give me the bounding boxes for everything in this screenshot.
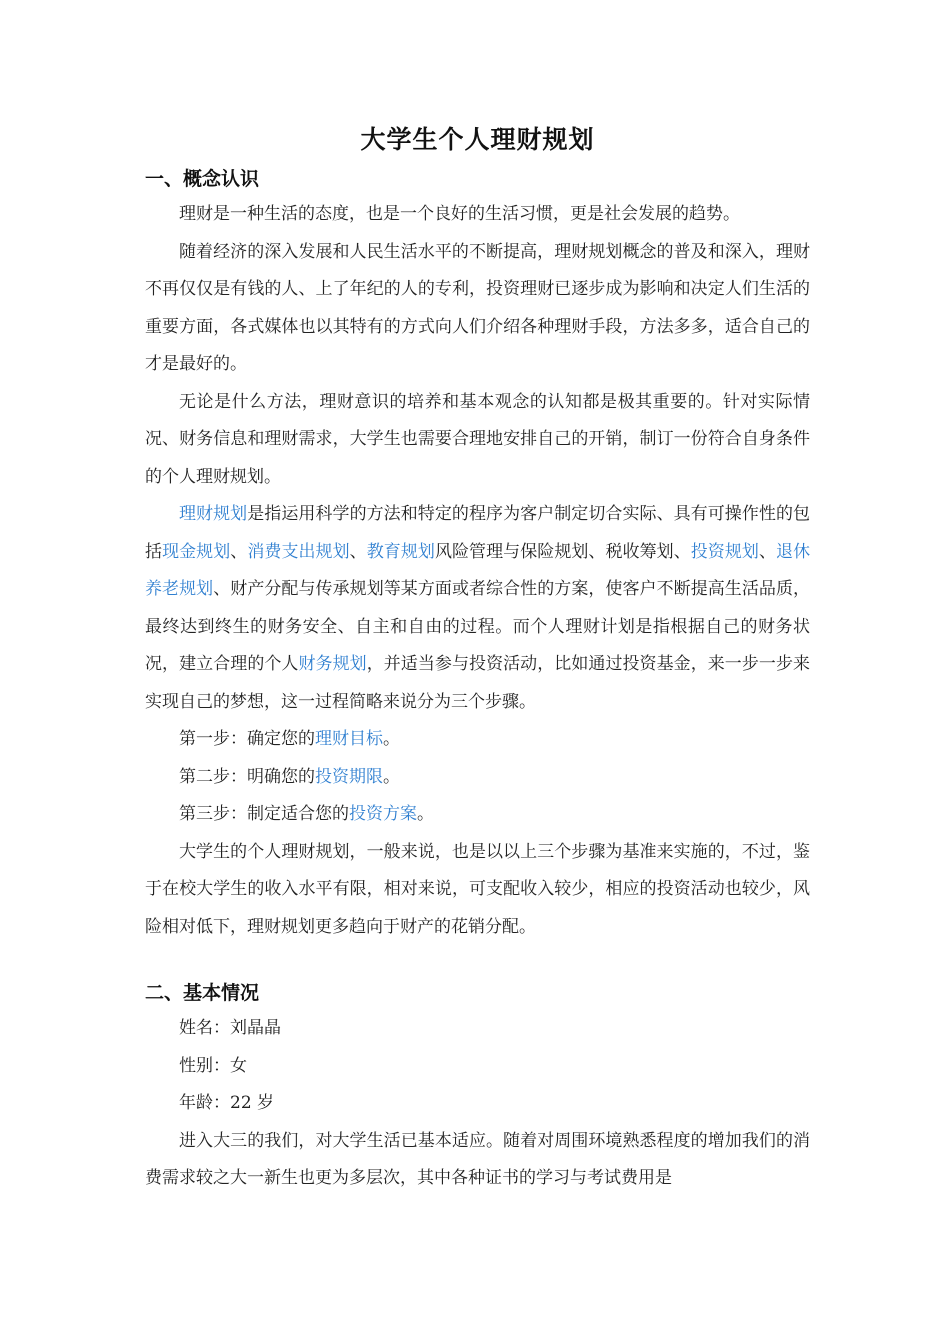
- document-body: [145, 118, 810, 1198]
- link-consumption-planning[interactable]: 消费支出规划: [247, 541, 350, 562]
- step-two-prefix: 第二步：明确您的: [179, 766, 315, 787]
- text-separator: 、: [230, 541, 248, 562]
- link-financial-planning[interactable]: 理财规划: [179, 504, 248, 524]
- link-financial-goal[interactable]: 理财目标: [315, 729, 383, 749]
- text-segment: ，并适当参与投资活动，比如通过投资基金，来一步一步来实现自己的梦想，这一过程简略来说分为三个步骤。: [145, 654, 811, 712]
- step-one-suffix: 。: [383, 729, 400, 749]
- info-age: 年龄：22 岁: [179, 1093, 275, 1113]
- step-three-suffix: 。: [417, 804, 434, 824]
- paragraph-definition: [145, 496, 810, 721]
- step-three: [145, 796, 810, 834]
- step-two-suffix: 。: [383, 766, 400, 787]
- info-name: 姓名：刘晶晶: [179, 1018, 281, 1038]
- paragraph-situation: 进入大三的我们，对大学生活已基本适应。随着对周围环境熟悉程度的增加我们的消费需求较之大一新生也更为多层次，其中各种证书的学习与考试费用是: [145, 1130, 810, 1188]
- step-two: [145, 759, 810, 797]
- link-finance-planning[interactable]: 财务规划: [298, 654, 367, 674]
- link-investment-plan[interactable]: 投资方案: [349, 804, 417, 824]
- paragraph-development: 随着经济的深入发展和人民生活水平的不断提高，理财规划概念的普及和深入，理财不再仅仅是有钱的人、上了年纪的人的专利，投资理财已逐步成为影响和决定人们生活的重要方面，各式媒体也以其特有的方式向人们介绍各种理财手段，方法多多，适合自己的才是最好的。: [145, 241, 810, 374]
- paragraph-intro: 理财是一种生活的态度，也是一个良好的生活习惯，更是社会发展的趋势。: [179, 204, 740, 224]
- text-separator: 、: [758, 541, 777, 562]
- text-segment: 是指运用科学的方法和特定的程序为客户制定切合实际、具有可操作性的包括: [145, 504, 811, 562]
- page-title: 大学生个人理财规划: [360, 125, 595, 154]
- link-education-planning[interactable]: 教育规划: [366, 541, 435, 562]
- step-one-prefix: 第一步：确定您的: [179, 729, 315, 749]
- paragraph-summary: 大学生的个人理财规划，一般来说，也是以以上三个步骤为基准来实施的，不过，鉴于在校大学生的收入水平有限，相对来说，可支配收入较少，相应的投资活动也较少，风险相对低下，理财规划更多趋向于财产的花销分配。: [145, 841, 810, 937]
- section-heading-concept: 一、概念认识: [145, 168, 260, 190]
- info-gender: 性别：女: [179, 1055, 247, 1076]
- paragraph-awareness: 无论是什么方法，理财意识的培养和基本观念的认知都是极其重要的。针对实际情况、财务信息和理财需求，大学生也需要合理地安排自己的开销，制订一份符合自身条件的个人理财规划。: [145, 391, 810, 487]
- text-separator: 、: [349, 541, 367, 562]
- text-segment: 、财产分配与传承规划等某方面或者综合性的方案，使客户不断提高生活品质，最终达到终生的财务安全、自主和自由的过程。而个人理财计划是指根据自己的财务状况，建立合理的个人: [145, 579, 811, 674]
- section-spacer: [145, 946, 810, 976]
- link-investment-planning[interactable]: 投资规划: [690, 541, 759, 562]
- section-heading-basic-info: 二、基本情况: [145, 982, 260, 1004]
- step-three-prefix: 第三步：制定适合您的: [179, 804, 349, 824]
- text-segment: 风险管理与保险规划、税收筹划、: [434, 541, 691, 562]
- step-one: [145, 721, 810, 759]
- link-cash-planning[interactable]: 现金规划: [162, 541, 231, 562]
- link-retirement-planning[interactable]: 退休养老规划: [145, 541, 811, 599]
- link-investment-term[interactable]: 投资期限: [315, 766, 383, 787]
